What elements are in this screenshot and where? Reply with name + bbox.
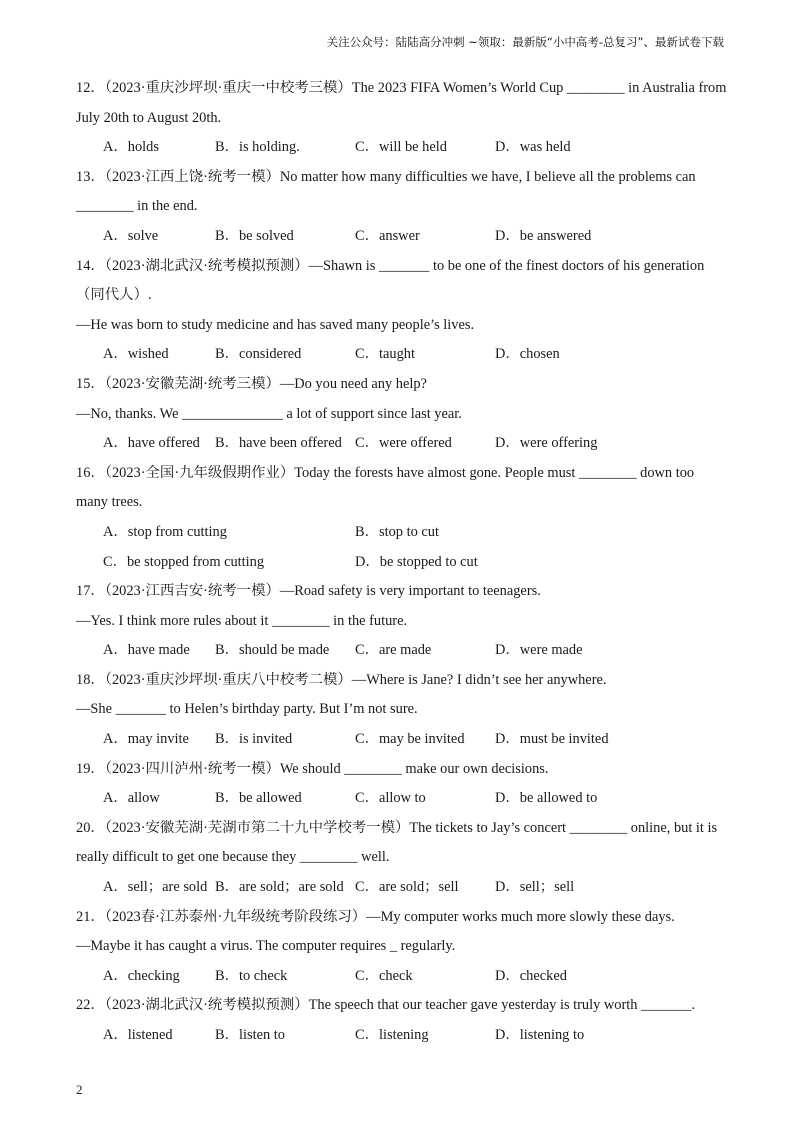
question-stem: 18．（2023·重庆沙坪坝·重庆八中校考二模）—Where is Jane? I didn’t see her anywhere. <box>76 671 607 688</box>
answer-option: A．allow <box>103 790 160 807</box>
answer-option: D．were made <box>495 642 583 659</box>
question-stem: 15．（2023·安徽芜湖·统考三模）—Do you need any help? <box>76 375 427 392</box>
answer-option: A．have offered <box>103 435 200 452</box>
answer-option: B．stop to cut <box>355 523 439 540</box>
answer-option: D．be answered <box>495 227 592 244</box>
question-stem: 19．（2023·四川泸州·统考一模）We should ________ make our own decisions. <box>76 760 549 777</box>
answer-options <box>76 1021 726 1051</box>
answer-option: B．be solved <box>215 227 294 244</box>
answer-option: D．were offering <box>495 435 598 452</box>
question-stem-continued: really difficult to get one because they ________ well. <box>76 849 390 866</box>
answer-option: B．considered <box>215 346 302 363</box>
question-stem-continued: many trees. <box>76 494 143 511</box>
answer-option: B．listen to <box>215 1027 285 1043</box>
answer-option: C．are sold；sell <box>355 879 459 896</box>
answer-option: A．listened <box>103 1027 173 1043</box>
question-stem-continued: —No, thanks. We ______________ a lot of support since last year. <box>76 405 462 422</box>
question-stem-continued: ________ in the end. <box>76 198 198 215</box>
answer-option: A．have made <box>103 642 190 659</box>
question-stem: 21．（2023春·江苏泰州·九年级统考阶段练习）—My computer works much more slowly these days. <box>76 908 675 925</box>
answer-option: C．check <box>355 967 413 984</box>
answer-option: B．be allowed <box>215 790 302 807</box>
answer-options <box>76 784 726 814</box>
answer-option: A．solve <box>103 227 159 244</box>
answer-option: B．should be made <box>215 642 330 659</box>
question-stem-continued: —She _______ to Helen’s birthday party. But I’m not sure. <box>76 701 418 718</box>
question-item <box>76 755 726 814</box>
answer-option: D．was held <box>495 139 571 156</box>
question-item <box>76 814 726 903</box>
answer-option: D．must be invited <box>495 731 609 748</box>
question-list <box>76 74 726 1051</box>
answer-option: A．checking <box>103 967 180 984</box>
page-number: 2 <box>76 1082 83 1097</box>
answer-options <box>76 725 726 755</box>
question-stem-continued: —Maybe it has caught a virus. The computer requires _ regularly. <box>76 938 456 955</box>
question-item <box>76 577 726 666</box>
question-item <box>76 459 726 577</box>
question-stem-continued: —He was born to study medicine and has saved many people’s lives. <box>76 316 475 333</box>
answer-options <box>76 636 726 666</box>
question-stem: 14．（2023·湖北武汉·统考模拟预测）—Shawn is _______ to be one of the finest doctors of his generation <box>76 257 705 274</box>
question-stem: 20．（2023·安徽芜湖·芜湖市第二十九中学校考一模）The tickets to Jay’s concert ________ online, but it is <box>76 819 718 836</box>
answer-option: C．be stopped from cutting <box>103 553 265 570</box>
question-item <box>76 370 726 459</box>
answer-option: D．chosen <box>495 346 560 363</box>
answer-option: A．holds <box>103 139 159 156</box>
answer-option: B．is invited <box>215 731 293 748</box>
question-item <box>76 666 726 755</box>
answer-option: C．taught <box>355 346 415 363</box>
answer-option: C．will be held <box>355 139 447 156</box>
answer-option: A．wished <box>103 346 169 363</box>
answer-option: B．are sold；are sold <box>215 879 344 896</box>
question-stem: 13．（2023·江西上饶·统考一模）No matter how many difficulties we have, I believe all the problems can <box>76 168 696 185</box>
answer-options <box>76 518 726 548</box>
answer-option: C．listening <box>355 1027 429 1043</box>
answer-option: C．allow to <box>355 790 426 807</box>
answer-option: A．stop from cutting <box>103 523 227 540</box>
question-stem: 17．（2023·江西吉安·统考一模）—Road safety is very important to teenagers. <box>76 583 541 600</box>
answer-options <box>76 429 726 459</box>
answer-option: A．may invite <box>103 731 189 748</box>
question-item <box>76 991 726 1050</box>
question-item <box>76 163 726 252</box>
answer-option: C．may be invited <box>355 731 465 748</box>
answer-option: B．have been offered <box>215 435 342 452</box>
answer-option: D．be stopped to cut <box>355 553 478 570</box>
answer-options <box>76 548 726 578</box>
page-header: 关注公众号：陆陆高分冲刺 ~领取：最新版“小中高考-总复习”、最新试卷下载 <box>326 35 724 49</box>
question-stem: 22．（2023·湖北武汉·统考模拟预测）The speech that our teacher gave yesterday is truly worth _______. <box>76 997 696 1014</box>
answer-option: D．be allowed to <box>495 790 598 807</box>
question-stem: 12．（2023·重庆沙坪坝·重庆一中校考三模）The 2023 FIFA Women’s World Cup ________ in Australia from <box>76 80 727 96</box>
answer-option: D．checked <box>495 967 567 984</box>
answer-option: A．sell；are sold <box>103 879 208 896</box>
question-item <box>76 252 726 370</box>
answer-option: C．were offered <box>355 435 452 452</box>
answer-option: C．answer <box>355 227 420 244</box>
answer-options <box>76 133 726 163</box>
question-stem-continued: （同代人）. <box>76 287 152 304</box>
answer-options <box>76 962 726 992</box>
answer-option: D．sell；sell <box>495 879 575 896</box>
answer-option: D．listening to <box>495 1027 585 1043</box>
question-stem: 16．（2023·全国·九年级假期作业）Today the forests have almost gone. People must ________ down too <box>76 464 695 481</box>
question-stem-continued: July 20th to August 20th. <box>76 109 222 126</box>
answer-option: B．is holding. <box>215 139 300 156</box>
question-item <box>76 74 726 163</box>
answer-options <box>76 873 726 903</box>
answer-options <box>76 222 726 252</box>
question-item <box>76 903 726 992</box>
question-stem-continued: —Yes. I think more rules about it ________ in the future. <box>76 612 408 629</box>
answer-option: B．to check <box>215 967 288 984</box>
answer-option: C．are made <box>355 642 432 659</box>
answer-options <box>76 340 726 370</box>
